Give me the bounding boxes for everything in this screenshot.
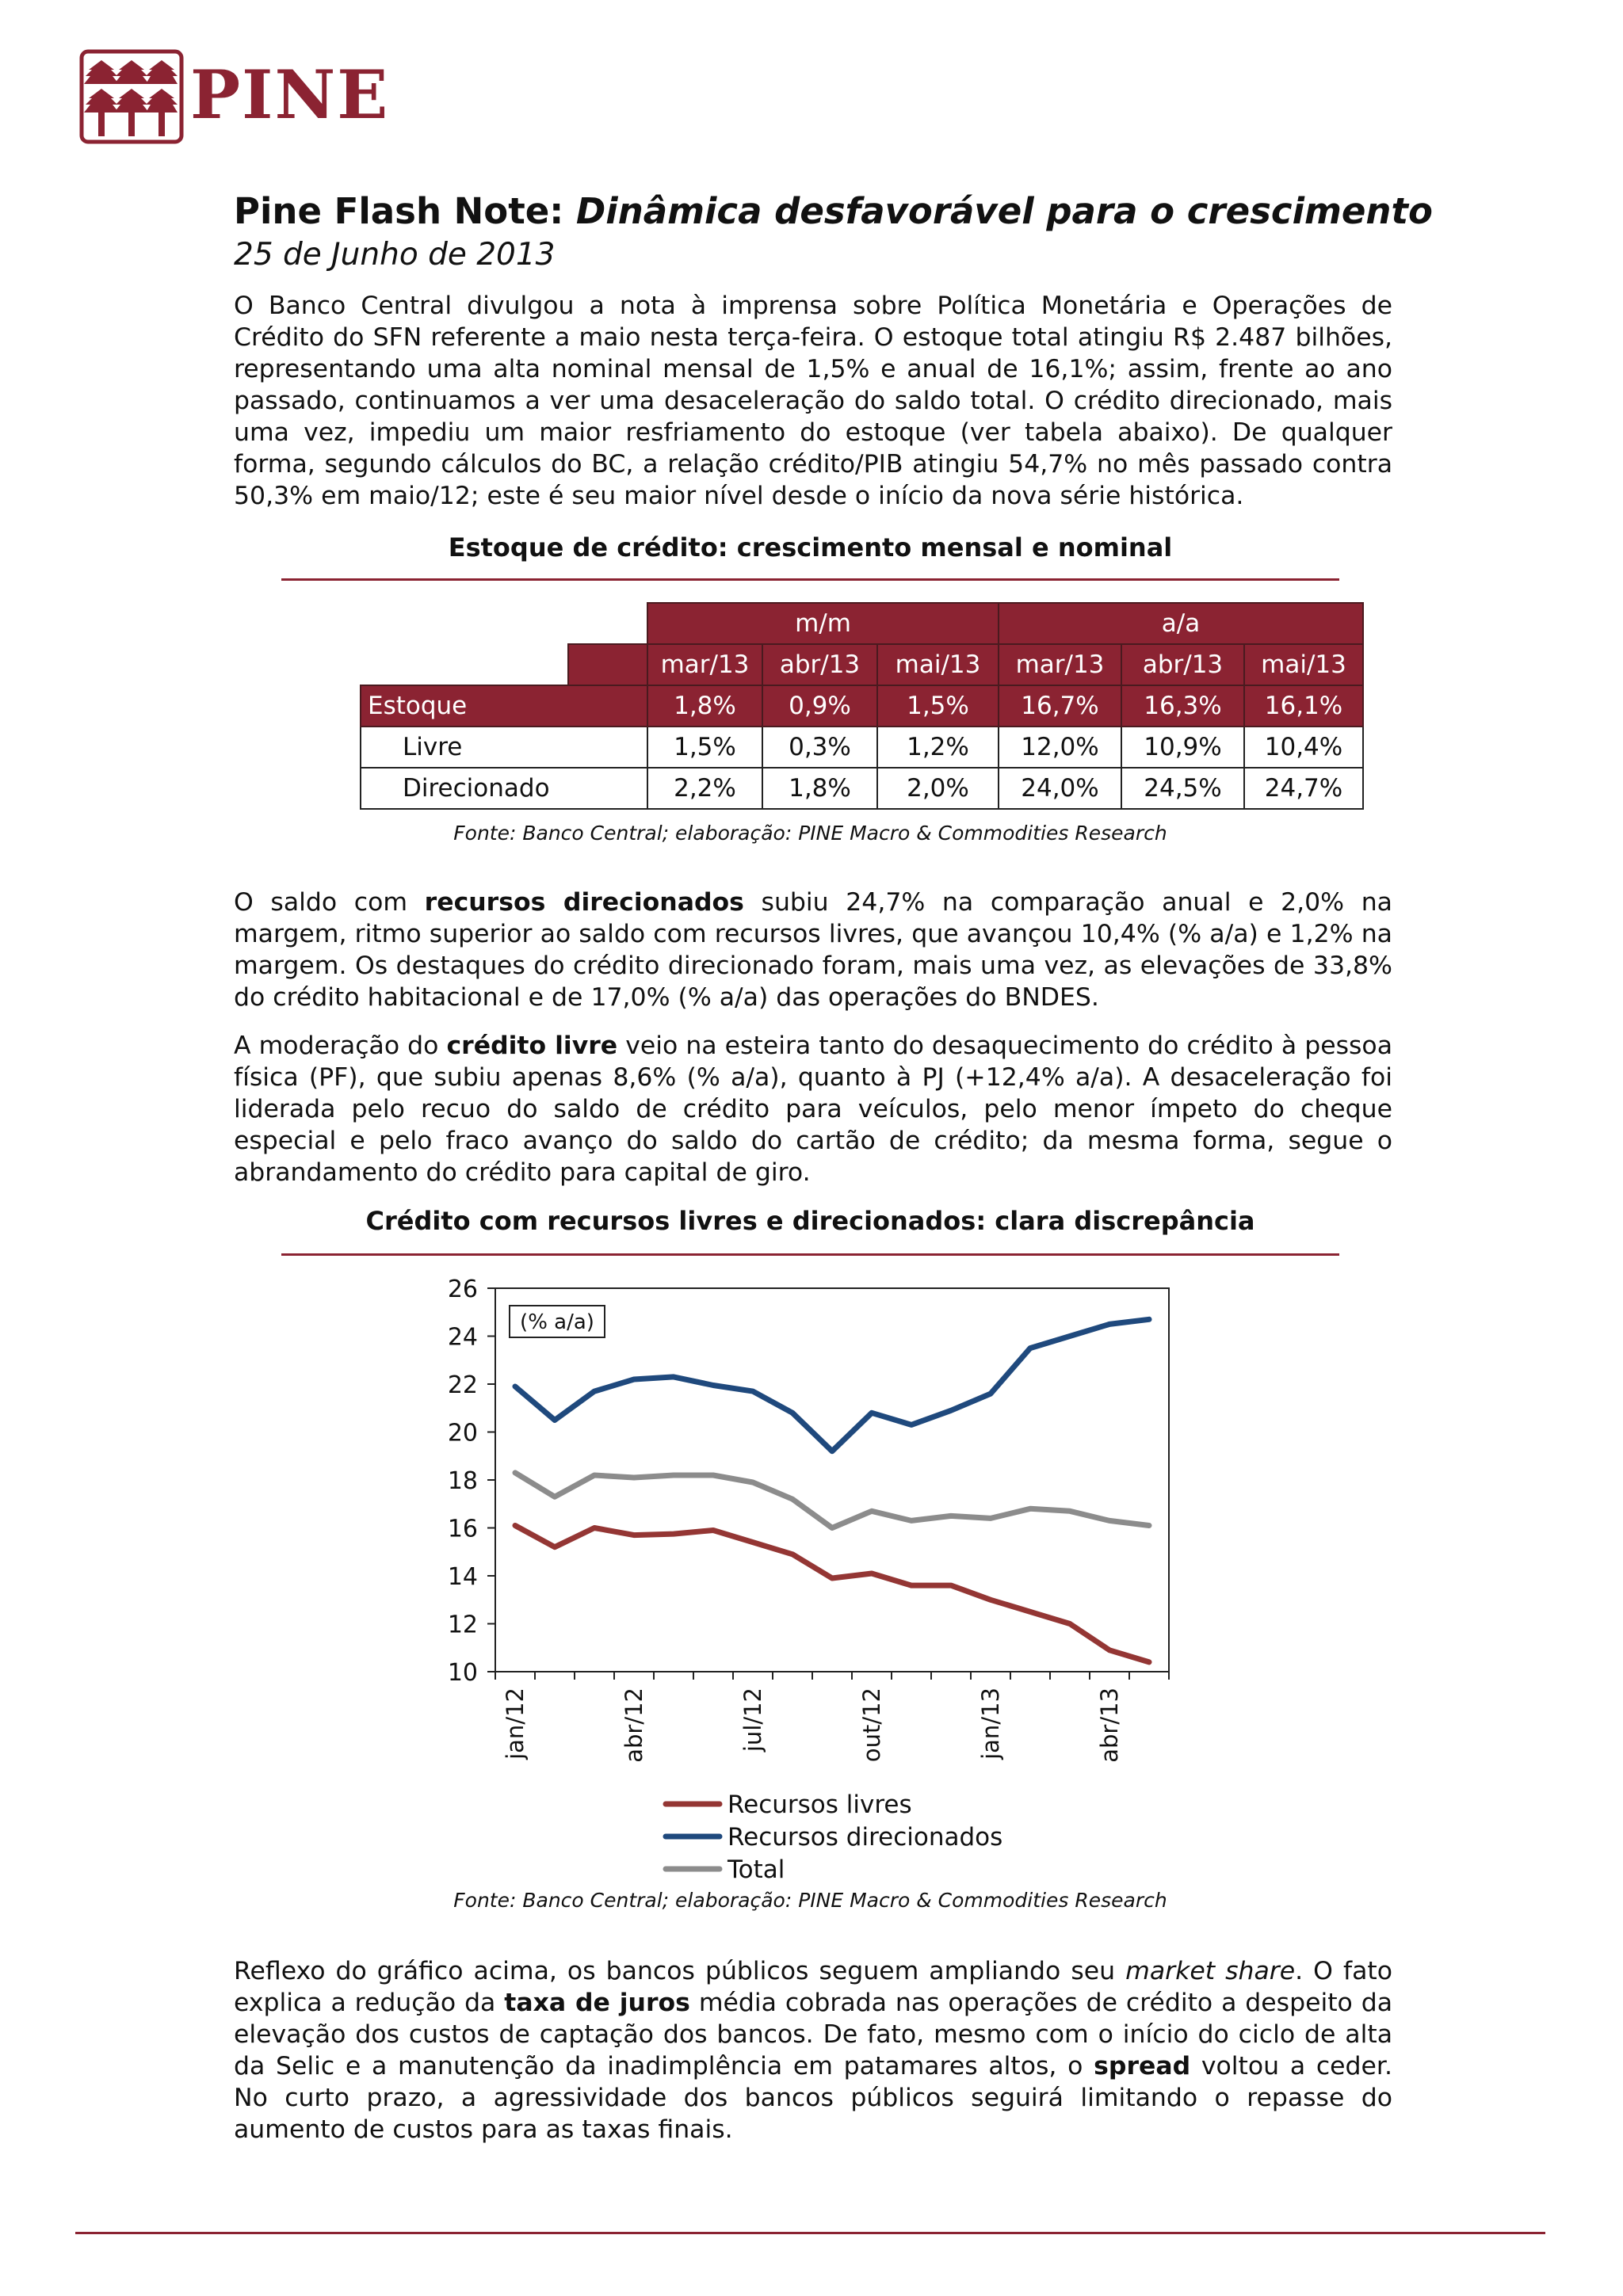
title-prefix: Pine Flash Note:	[234, 190, 576, 232]
paragraph-market-share	[234, 1955, 1392, 2145]
table-cell: 16,3%	[1121, 685, 1244, 727]
table-caption: Estoque de crédito: crescimento mensal e nominal	[448, 532, 1173, 563]
y-tick-label: 16	[447, 1515, 478, 1543]
y-tick-label: 24	[447, 1323, 478, 1352]
title-subject: Dinâmica desfavorável para o crescimento	[575, 190, 1433, 232]
table-cell: 1,5%	[877, 685, 999, 727]
legend-label: Recursos livres	[727, 1791, 912, 1819]
table-cell: 12,0%	[999, 727, 1121, 768]
table-cell: 0,9%	[762, 685, 877, 727]
column-header	[568, 644, 647, 685]
table-row	[361, 727, 1363, 768]
bold-term: spread	[1094, 2052, 1191, 2081]
column-header: abr/13	[1121, 644, 1244, 685]
table-row	[361, 768, 1363, 809]
bold-term: crédito livre	[446, 1032, 618, 1060]
column-header: mai/13	[877, 644, 999, 685]
paragraph-free-credit	[234, 1030, 1392, 1188]
table-source-note: Fonte: Banco Central; elaboração: PINE Macro & Commodities Research	[453, 822, 1167, 845]
series-line-recursos-livres	[515, 1526, 1149, 1662]
x-tick-label: jul/12	[739, 1688, 766, 1753]
publication-date: 25 de Junho de 2013	[234, 237, 556, 273]
text-span: subiu 24,7% na comparação anual e 2,0% na margem, ritmo superior ao saldo com recursos livres, que avançou 10,4% (% a/a) e 1,2% na margem. Os destaques do crédito direcionado foram, mais uma vez, as elevações de 33,8% do crédito habitacional e de 17,0% (% a/a) das operações do BNDES.	[234, 888, 1392, 1012]
y-tick-label: 22	[447, 1371, 478, 1399]
x-tick-label: abr/12	[621, 1688, 647, 1763]
table-corner	[568, 603, 647, 644]
text-span: Reflexo do gráfico acima, os bancos públicos seguem ampliando seu	[234, 1957, 1126, 1985]
paragraph-directed-credit	[234, 887, 1392, 1013]
x-tick-label: out/12	[858, 1688, 885, 1763]
column-header: abr/13	[762, 644, 877, 685]
column-header: mai/13	[1244, 644, 1363, 685]
table-corner	[361, 644, 568, 685]
y-tick-label: 14	[447, 1563, 478, 1591]
credit-line-chart	[412, 1260, 1205, 1925]
table-group-header-row	[361, 603, 1363, 644]
chart-series	[515, 1319, 1149, 1662]
table-cell: 24,5%	[1121, 768, 1244, 809]
table-cell: 24,0%	[999, 768, 1121, 809]
y-tick-label: 10	[447, 1659, 478, 1687]
y-tick-label: 12	[447, 1611, 478, 1639]
italic-term: market share	[1125, 1957, 1296, 1985]
pine-logo	[79, 49, 390, 148]
row-label-livre: Livre	[361, 727, 647, 768]
table-cell: 16,7%	[999, 685, 1121, 727]
series-line-recursos-direcionados	[515, 1319, 1149, 1451]
y-tick-label: 26	[447, 1276, 478, 1303]
table-cell: 10,4%	[1244, 727, 1363, 768]
page-title	[234, 189, 1433, 235]
table-cell: 1,8%	[762, 768, 877, 809]
table-cell: 0,3%	[762, 727, 877, 768]
legend-label: Recursos direcionados	[727, 1823, 1003, 1852]
series-line-total	[515, 1473, 1149, 1528]
bold-term: recursos direcionados	[424, 888, 744, 917]
table-caption-rule	[281, 578, 1339, 581]
table-column-header-row	[361, 644, 1363, 685]
row-label-estoque: Estoque	[361, 685, 647, 727]
text-span: voltou a ceder. No curto prazo, a agressividade dos bancos públicos seguirá limitando o repasse do aumento de custos para as taxas finais.	[234, 2052, 1393, 2144]
column-header: mar/13	[999, 644, 1121, 685]
footer-rule	[75, 2232, 1545, 2234]
x-tick-label: jan/12	[502, 1688, 529, 1760]
bold-term: taxa de juros	[504, 1989, 690, 2017]
annotation-label: (% a/a)	[520, 1310, 594, 1334]
credit-stock-table	[360, 602, 1364, 810]
table-cell: 1,8%	[647, 685, 762, 727]
logo-wordmark: PINE	[190, 55, 390, 134]
pine-tree-logo-icon	[79, 49, 184, 144]
chart-caption: Crédito com recursos livres e direcionados: clara discrepância	[365, 1206, 1255, 1236]
chart-legend	[666, 1791, 1002, 1884]
table-cell: 1,2%	[877, 727, 999, 768]
column-header: mar/13	[647, 644, 762, 685]
group-header-aa: a/a	[999, 603, 1363, 644]
table-cell: 10,9%	[1121, 727, 1244, 768]
text-span: média cobrada nas operações de crédito a despeito da elevação dos custos de captação dos bancos. De fato, mesmo com o início do ciclo de alta da Selic e a manutenção da inadimplência em patamares altos, o	[234, 1989, 1393, 2081]
group-header-mm: m/m	[647, 603, 999, 644]
table-cell: 2,0%	[877, 768, 999, 809]
x-tick-label: abr/13	[1096, 1688, 1123, 1763]
chart-caption-rule	[281, 1253, 1339, 1256]
table-cell: 2,2%	[647, 768, 762, 809]
text-span: veio na esteira tanto do desaquecimento do crédito à pessoa física (PF), que subiu apenas 8,6% (% a/a), quanto à PJ (+12,4% a/a). A desaceleração foi liderada pelo recuo do saldo de crédito para veículos, pelo menor ímpeto do cheque especial e pelo fraco avanço do saldo do cartão de crédito; da mesma forma, segue o abrandamento do crédito para capital de giro.	[234, 1032, 1392, 1187]
row-label-direcionado: Direcionado	[361, 768, 647, 809]
intro-paragraph: O Banco Central divulgou a nota à imprensa sobre Política Monetária e Operações de Crédito do SFN referente a maio nesta terça-feira. O estoque total atingiu R$ 2.487 bilhões, representando uma alta nominal mensal de 1,5% e anual de 16,1%; assim, frente ao ano passado, continuamos a ver uma desaceleração do saldo total. O crédito direcionado, mais uma vez, impediu um maior resfriamento do estoque (ver tabela abaixo). De qualquer forma, segundo cálculos do BC, a relação crédito/PIB atingiu 54,7% no mês passado contra 50,3% em maio/12; este é seu maior nível desde o início da nova série histórica.	[234, 292, 1392, 510]
table-cell: 1,5%	[647, 727, 762, 768]
table-cell: 24,7%	[1244, 768, 1363, 809]
x-tick-label: jan/13	[977, 1688, 1004, 1760]
text-span: A moderação do	[234, 1032, 447, 1060]
text-span: . O fato explica a redução da	[234, 1957, 1393, 2017]
table-row	[361, 685, 1363, 727]
y-tick-label: 20	[447, 1419, 478, 1447]
y-tick-label: 18	[447, 1467, 478, 1495]
chart-source-note: Fonte: Banco Central; elaboração: PINE Macro & Commodities Research	[453, 1889, 1167, 1912]
plot-area-border	[495, 1288, 1169, 1672]
table-corner	[361, 603, 568, 644]
text-span: O saldo com	[234, 888, 425, 917]
chart-axes	[448, 1276, 1169, 1763]
chart-annotation	[510, 1306, 605, 1337]
legend-label: Total	[727, 1855, 785, 1884]
table-cell: 16,1%	[1244, 685, 1363, 727]
